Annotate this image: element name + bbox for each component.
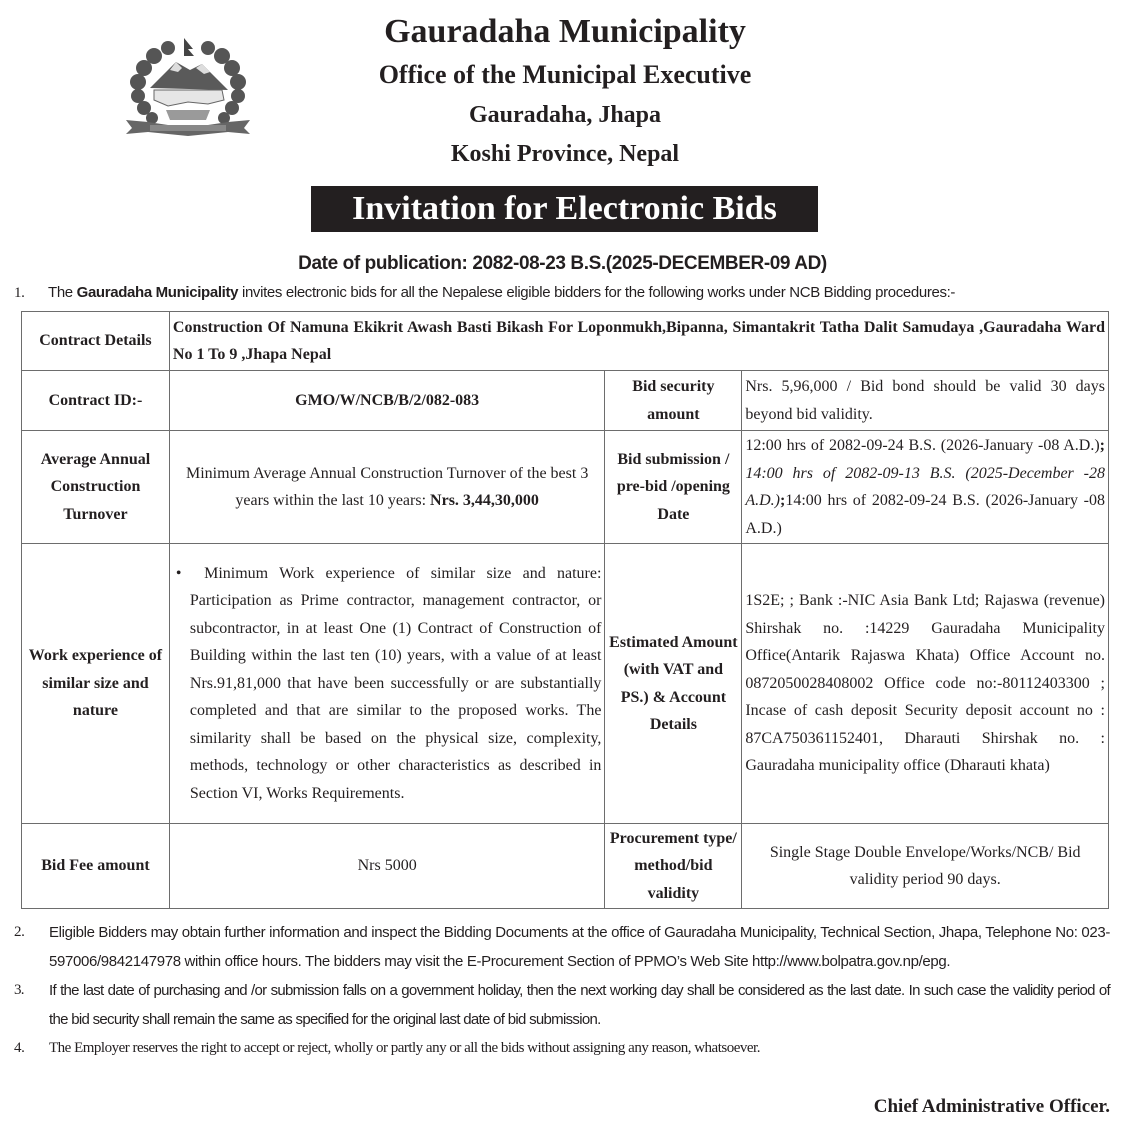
table-row-turnover xyxy=(22,431,1109,544)
contract-details-label: Contract Details xyxy=(22,312,170,371)
note-number: 2. xyxy=(14,924,25,940)
note-number: 3. xyxy=(14,982,24,998)
note-number: 4. xyxy=(14,1040,25,1056)
bullet-icon: • xyxy=(175,564,182,582)
publication-date: Date of publication: 2082-08-23 B.S.(2025-DECEMBER-09 AD) xyxy=(298,253,827,274)
signature: Chief Administrative Officer. xyxy=(873,1096,1110,1117)
bid-dates-value xyxy=(742,431,1109,544)
opening-date: 14:00 hrs of 2082-09-24 B.S. (2026-January -08 A.D.) xyxy=(745,492,1105,537)
turnover-label: Average Annual Construction Turnover xyxy=(22,431,170,544)
prebid-date: 14:00 hrs of 2082-09-13 B.S. (2025-December -28 A.D.) xyxy=(745,464,1105,509)
table-row-contract-id xyxy=(22,371,1109,431)
bid-security-label: Bid security amount xyxy=(605,371,742,431)
bid-fee-label: Bid Fee amount xyxy=(22,824,170,909)
emblem-icon xyxy=(118,28,258,140)
intro-text: invites electronic bids for all the Nepalese eligible bidders for the following works under NCB Bidding procedures:- xyxy=(238,284,956,301)
nepal-government-emblem xyxy=(118,28,258,140)
note-item xyxy=(14,976,1110,1034)
note-text: If the last date of purchasing and /or submission falls on a government holiday, then the next working day shall be considered as the last date. In such case the validity period of the bid security shall remain the same as specified for the original last date of bid submission. xyxy=(49,982,1110,1028)
intro-number: 1. xyxy=(14,285,25,301)
procurement-value: Single Stage Double Envelope/Works/NCB/ Bid validity period 90 days. xyxy=(742,824,1109,909)
date-separator: ; xyxy=(1099,437,1105,454)
submission-date: 12:00 hrs of 2082-09-24 B.S. (2026-January -08 A.D.) xyxy=(745,437,1100,454)
province-line: Koshi Province, Nepal xyxy=(450,141,680,167)
notes-list xyxy=(14,918,1110,1063)
intro-paragraph xyxy=(14,282,1114,304)
note-item xyxy=(14,918,1110,976)
bid-details-table xyxy=(21,311,1109,909)
estimated-amount-value: 1S2E; ; Bank :-NIC Asia Bank Ltd; Rajaswa (revenue) Shirshak no. :14229 Gauradaha Municipality Office(Antarik Rajaswa Khata) Office Account no. 0872050028408002 Office code no:-80112403300 ; Incase of cash deposit Security deposit account no : 87CA750361152401, Dharauti Shirshak no. : Gauradaha municipality office (Dharauti khata) xyxy=(742,544,1109,824)
procurement-label: Procurement type/ method/bid validity xyxy=(605,824,742,909)
note-text: Eligible Bidders may obtain further information and inspect the Bidding Documents at the office of Gauradaha Municipality, Technical Section, Jhapa, Telephone No: 023-597006/9842147978 within office hours. The bidders may visit the E-Procurement Section of PPMO’s Web Site http://www.bolpatra.gov.np/epg. xyxy=(49,924,1110,970)
contract-id-label: Contract ID:- xyxy=(22,371,170,431)
table-row-work-experience xyxy=(22,544,1109,824)
note-text: The Employer reserves the right to accept or reject, wholly or partly any or all the bids without assigning any reason, whatsoever. xyxy=(49,1040,760,1056)
bid-dates-label: Bid submission / pre-bid /opening Date xyxy=(605,431,742,544)
turnover-text: Minimum Average Annual Construction Turnover of the best 3 years within the last 10 years: xyxy=(185,464,589,509)
contract-details-value: Construction Of Namuna Ekikrit Awash Basti Bikash For Loponmukh,Bipanna, Simantakrit Tatha Dalit Samudaya ,Gauradaha Ward No 1 To 9 ,Jhapa Nepal xyxy=(169,312,1108,371)
bid-fee-value: Nrs 5000 xyxy=(169,824,605,909)
location-line: Gauradaha, Jhapa xyxy=(468,102,662,128)
turnover-value xyxy=(169,431,605,544)
intro-org: Gauradaha Municipality xyxy=(76,284,239,301)
table-row-bid-fee xyxy=(22,824,1109,909)
work-experience-label: Work experience of similar size and nature xyxy=(22,544,170,824)
contract-id-value: GMO/W/NCB/B/2/082-083 xyxy=(169,371,605,431)
municipality-title: Gauradaha Municipality xyxy=(384,13,746,50)
estimated-amount-label: Estimated Amount (with VAT and PS.) & Account Details xyxy=(605,544,742,824)
intro-prefix: The xyxy=(48,284,77,301)
work-experience-text: Minimum Work experience of similar size and nature: Participation as Prime contractor, management contractor, or subcontractor, in at least One (1) Contract of Construction of Building within the last ten (10) years, with a value of at least Nrs.91,81,000 that have been successfully or are substantially completed and that are similar to the proposed works. The similarity shall be based on the physical size, complexity, methods, technology or other characteristics as described in Section VI, Works Requirements. xyxy=(189,564,602,802)
office-subtitle: Office of the Municipal Executive xyxy=(378,60,752,89)
note-item xyxy=(14,1034,1110,1063)
turnover-amount: Nrs. 3,44,30,000 xyxy=(430,492,539,509)
table-row-contract-details xyxy=(22,312,1109,371)
notice-banner: Invitation for Electronic Bids xyxy=(311,186,818,232)
bid-security-value: Nrs. 5,96,000 / Bid bond should be valid 30 days beyond bid validity. xyxy=(742,371,1109,431)
date-separator-2: ; xyxy=(780,492,786,509)
work-experience-value xyxy=(169,544,605,824)
